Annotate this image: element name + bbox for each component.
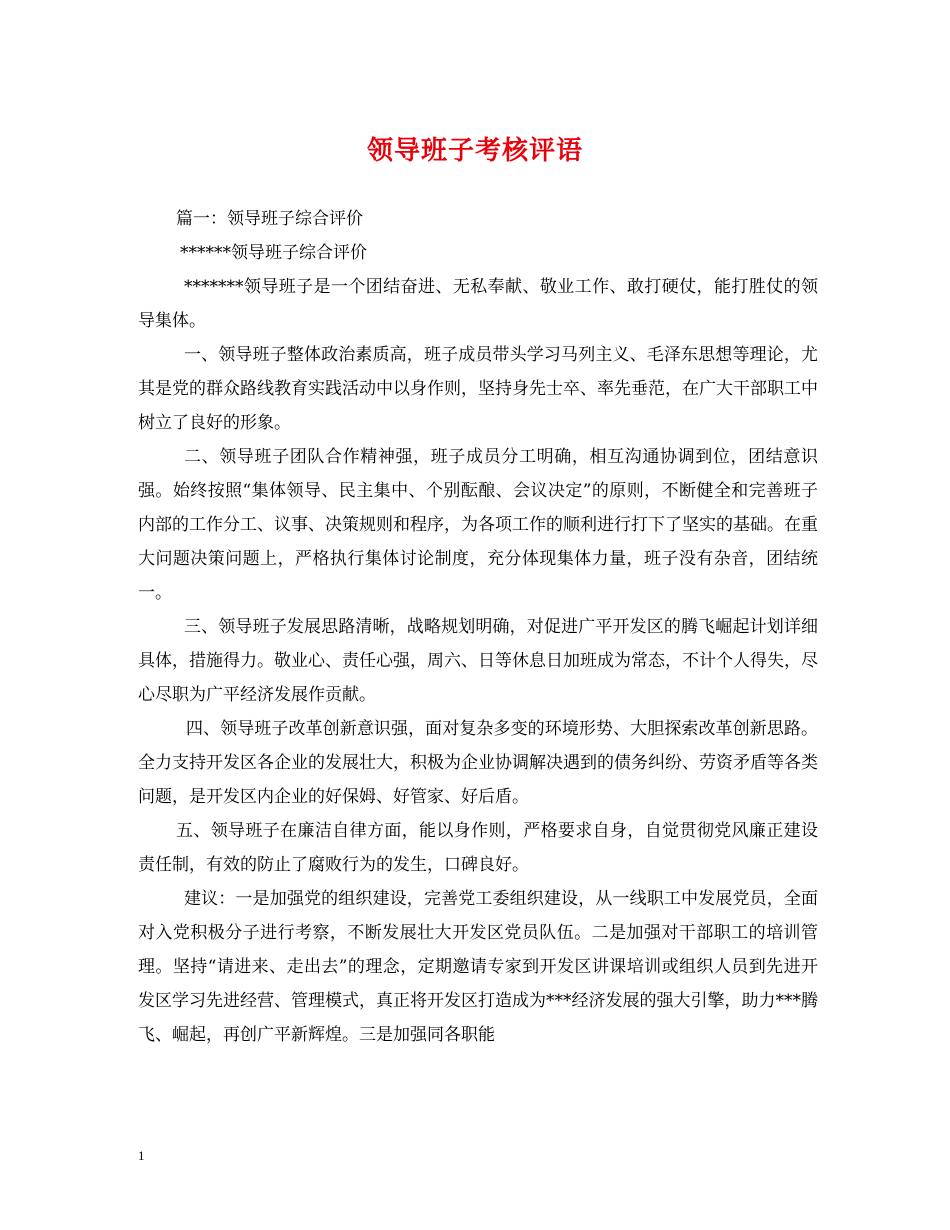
paragraph: 一、领导班子整体政治素质高，班子成员带头学习马列主义、毛泽东思想等理论，尤其是党的群众路线教育实践活动中以身作则，坚持身先士卒、率先垂范，在广大干部职工中树立了良好的形象。 [138,345,818,433]
document-body [138,202,818,1052]
paragraph: 三、领导班子发展思路清晰，战略规划明确，对促进广平开发区的腾飞崛起计划详细具体，措施得力。敬业心、责任心强，周六、日等休息日加班成为常态，不计个人得失，尽心尽职为广平经济发展作贡献。 [138,617,818,705]
paragraph: 五、领导班子在廉洁自律方面，能以身作则，严格要求自身，自觉贯彻党风廉正建设责任制，有效的防止了腐败行为的发生，口碑良好。 [138,821,818,875]
page-number: 1 [138,1148,145,1163]
paragraph: 二、领导班子团队合作精神强，班子成员分工明确，相互沟通协调到位，团结意识强。始终按照“集体领导、民主集中、个别酝酿、会议决定”的原则，不断健全和完善班子内部的工作分工、议事、决策规则和程序，为各项工作的顺利进行打下了坚实的基础。在重大问题决策问题上，严格执行集体讨论制度，充分体现集体力量，班子没有杂音，团结统一。 [138,447,818,603]
paragraph: *******领导班子是一个团结奋进、无私奉献、敬业工作、敢打硬仗，能打胜仗的领导集体。 [138,277,818,331]
paragraph: 四、领导班子改革创新意识强，面对复杂多变的环境形势、大胆探索改革创新思路。全力支持开发区各企业的发展壮大，积极为企业协调解决遇到的债务纠纷、劳资矛盾等各类问题，是开发区内企业的好保姆、好管家、好后盾。 [138,719,818,807]
paragraph: ******领导班子综合评价 [180,243,367,263]
paragraph: 篇一：领导班子综合评价 [176,209,363,229]
document-title: 领导班子考核评语 [366,136,583,166]
paragraph: 建议：一是加强党的组织建设，完善党工委组织建设，从一线职工中发展党员，全面对入党积极分子进行考察，不断发展壮大开发区党员队伍。二是加强对干部职工的培训管理。坚持“请进来、走出去”的理念，定期邀请专家到开发区讲课培训或组织人员到先进开发区学习先进经营、管理模式，真正将开发区打造成为***经济发展的强大引擎，助力***腾飞、崛起，再创广平新辉煌。三是加强同各职能 [138,889,818,1045]
